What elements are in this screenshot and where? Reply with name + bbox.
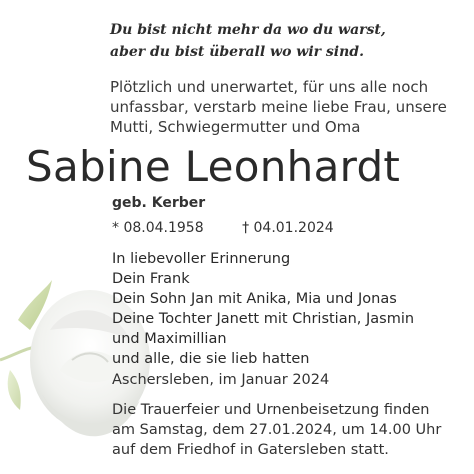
- death-date: † 04.01.2024: [242, 220, 334, 236]
- intro-line-3: Mutti, Schwiegermutter und Oma: [110, 118, 361, 136]
- birth-date: * 08.04.1958: [112, 220, 204, 236]
- mourner-line-4: und Maximillian: [112, 331, 227, 347]
- place-date: Aschersleben, im Januar 2024: [112, 372, 330, 388]
- funeral-line-3: auf dem Friedhof in Gatersleben statt.: [112, 442, 389, 458]
- funeral-line-1: Die Trauerfeier und Urnenbeisetzung finden: [112, 402, 430, 418]
- deceased-name: Sabine Leonhardt: [26, 142, 401, 191]
- funeral-line-2: am Samstag, dem 27.01.2024, um 14.00 Uhr: [112, 422, 442, 438]
- mourner-line-2: Dein Sohn Jan mit Anika, Mia und Jonas: [112, 291, 397, 307]
- mourner-line-3: Deine Tochter Janett mit Christian, Jasmin: [112, 311, 415, 327]
- mourner-line-5: und alle, die sie lieb hatten: [112, 351, 310, 367]
- quote-line-2: aber du bist überall wo wir sind.: [110, 44, 364, 60]
- intro-line-1: Plötzlich und unerwartet, für uns alle noch: [110, 78, 429, 96]
- life-dates: [112, 220, 334, 236]
- intro-line-2: unfassbar, verstarb meine liebe Frau, unsere: [110, 98, 447, 116]
- mourners-heading: In liebevoller Erinnerung: [112, 251, 291, 267]
- mourner-line-1: Dein Frank: [112, 271, 190, 287]
- quote-line-1: Du bist nicht mehr da wo du warst,: [110, 22, 386, 38]
- birth-name: geb. Kerber: [112, 195, 206, 211]
